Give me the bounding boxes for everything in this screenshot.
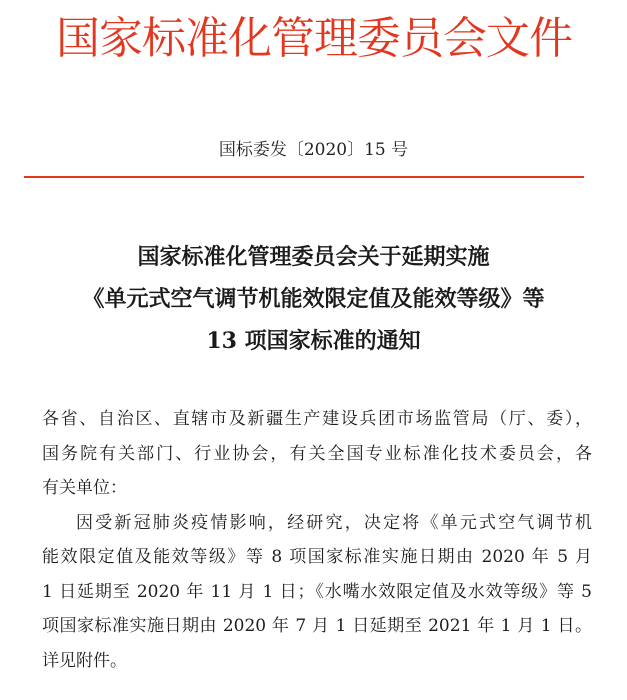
notice-body [42, 402, 592, 678]
title-line-2: 《单元式空气调节机能效限定值及能效等级》等 [82, 286, 545, 312]
title-line-3: 13 项国家标准的通知 [206, 328, 421, 354]
paragraph-1-line-2: 能效限定值及能效等级》等 8 项国家标准实施日期由 2020 年 5 月 [42, 547, 592, 567]
paragraph-1-line-5: 详见附件。 [42, 650, 127, 671]
addressee-line-1: 各省、自治区、直辖市及新疆生产建设兵团市场监管局（厅、委）， [42, 409, 592, 429]
issuer-masthead: 国家标准化管理委员会文件 [56, 13, 572, 64]
addressee-block [42, 402, 592, 506]
document-number: 国标委发〔2020〕15 号 [218, 140, 409, 160]
addressee-line-2: 国务院有关部门、行业协会，有关全国专业标准化技术委员会，各 [42, 443, 592, 464]
paragraph-1-line-3: 1 日延期至 2020 年 11 月 1 日；《水嘴水效限定值及水效等级》等 5 [42, 581, 592, 602]
paragraph-1-line-4: 项国家标准实施日期由 2020 年 7 月 1 日延期至 2021 年 1 月 1 日。 [42, 616, 592, 636]
paragraph-1 [42, 506, 592, 679]
notice-title [0, 236, 627, 362]
red-divider-line [24, 176, 584, 178]
addressee-line-3: 有关单位： [42, 478, 127, 498]
paragraph-1-line-1: 因受新冠肺炎疫情影响，经研究，决定将《单元式空气调节机 [76, 512, 592, 533]
title-line-1: 国家标准化管理委员会关于延期实施 [137, 244, 490, 270]
